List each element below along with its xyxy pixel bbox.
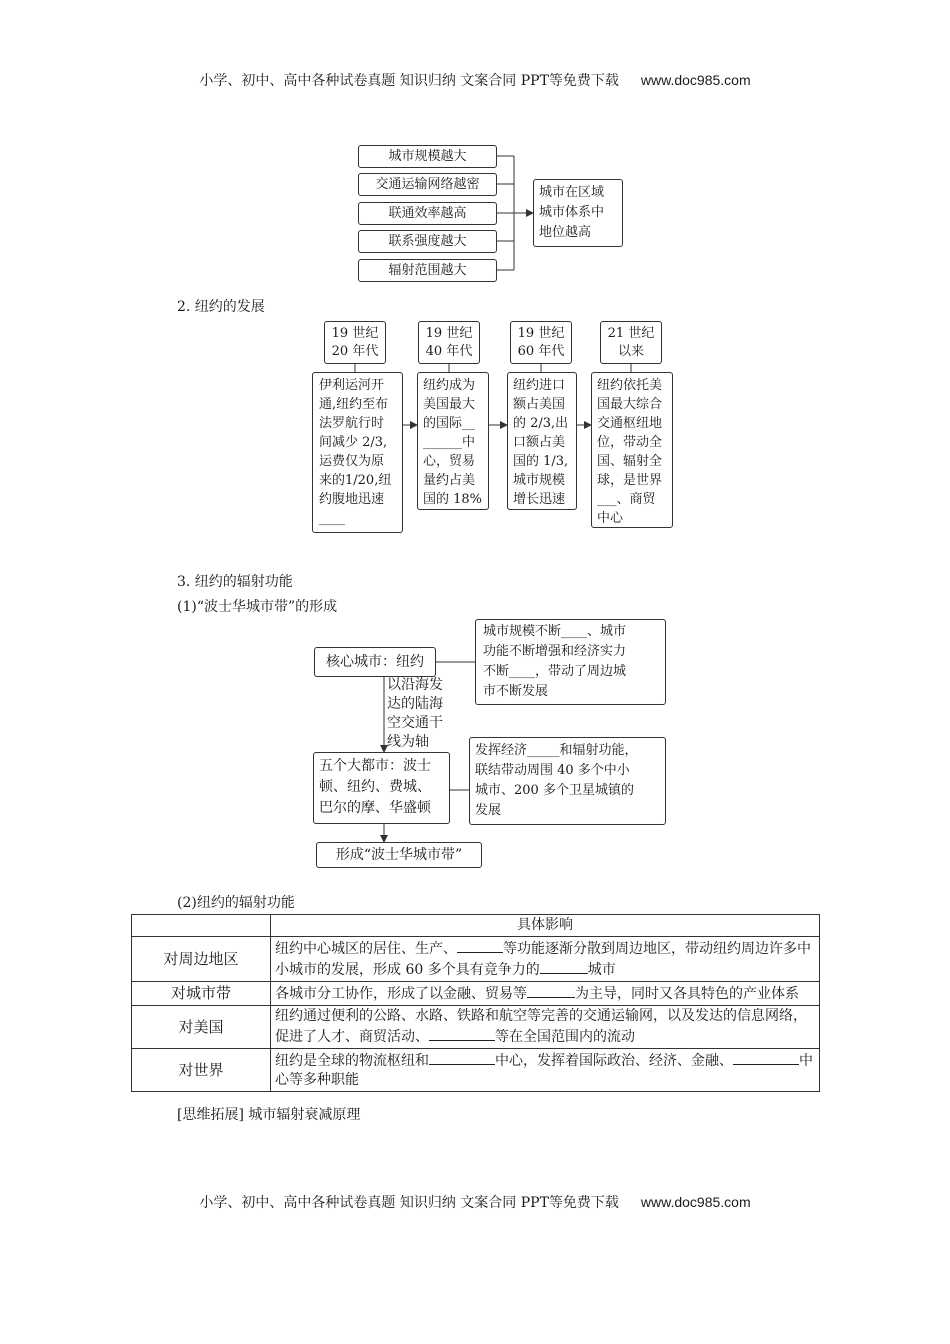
- desc-line: 通,纽约至布: [319, 397, 389, 412]
- table-corner-cell: [132, 915, 271, 937]
- desc-line: ___、商贸: [597, 492, 656, 507]
- desc-line: 交通枢纽地: [597, 416, 663, 431]
- period-label-line: 21 世纪: [607, 326, 655, 341]
- desc-line: 约腹地迅速: [319, 492, 385, 507]
- period-label: [510, 321, 572, 364]
- table-row: [132, 1006, 820, 1049]
- period-desc: [507, 372, 577, 510]
- note-line: 市不断发展: [483, 684, 549, 699]
- period-desc: [312, 372, 403, 533]
- metros-note-box: [469, 737, 666, 825]
- desc-line: 法罗航行时: [319, 416, 385, 431]
- cause-box: 交通运输网络越密: [358, 173, 497, 196]
- desc-line: 心，贸易: [423, 454, 476, 469]
- metros-line: 五个大都市：波士: [319, 758, 431, 774]
- desc-line: 纽约依托美: [597, 378, 663, 393]
- header-text: 小学、初中、高中各种试卷真题 知识归纳 文案合同 PPT等免费下载: [199, 73, 619, 89]
- desc-line: 国、辐射全: [597, 454, 663, 469]
- row-content: [271, 1006, 820, 1049]
- result-line: 地位越高: [539, 225, 592, 240]
- content-text: 纽约中心城区的居住、生产、: [275, 941, 457, 957]
- axis-line: 以沿海发: [387, 677, 443, 693]
- axis-label: [387, 676, 443, 752]
- period-label-line: 40 年代: [425, 344, 473, 359]
- cause-box: 联通效率越高: [358, 202, 497, 225]
- desc-line: 间减少 2/3,: [319, 435, 388, 450]
- desc-line: 来的1/20,纽: [319, 473, 392, 488]
- desc-line: ______中: [423, 435, 476, 450]
- table-row: [132, 937, 820, 982]
- period-label-line: 19 世纪: [331, 326, 379, 341]
- content-text: 纽约是全球的物流枢纽和: [275, 1053, 429, 1069]
- note-line: 不断____，带动了周边城: [483, 664, 627, 679]
- period-label-line: 19 世纪: [425, 326, 473, 341]
- content-text: 等功能逐渐分散到周边地区，带动纽约周边许多中小城市的发展，形成 60 多个具有竞争力的: [275, 941, 811, 978]
- axis-line: 空交通干: [387, 715, 443, 731]
- content-text: 中心等多种职能: [275, 1053, 813, 1088]
- cause-box: 联系强度越大: [358, 230, 497, 253]
- section-2-heading: 2. 纽约的发展: [177, 299, 265, 315]
- row-label: 对周边地区: [132, 937, 271, 982]
- desc-line: 球，是世界: [597, 473, 663, 488]
- row-content: [271, 1049, 820, 1092]
- table-col-header: 具体影响: [271, 915, 820, 937]
- axis-line: 线为轴: [387, 734, 429, 750]
- desc-line: 国的 18%: [423, 492, 483, 507]
- note-line: 发展: [475, 803, 502, 818]
- blank[interactable]: [733, 1050, 799, 1065]
- blank[interactable]: [429, 1026, 495, 1041]
- period-label-line: 60 年代: [517, 344, 565, 359]
- blank[interactable]: [457, 938, 503, 953]
- cause-box: 辐射范围越大: [358, 259, 497, 282]
- core-note-box: [475, 619, 666, 705]
- footer-site[interactable]: www.doc985.com: [640, 1194, 751, 1210]
- note-line: 城市、200 多个卫星城镇的: [475, 783, 634, 798]
- desc-line: 位，带动全: [597, 435, 663, 450]
- desc-line: 额占美国: [513, 397, 566, 412]
- desc-line: 增长迅速: [513, 492, 566, 507]
- desc-line: 的国际__: [423, 416, 476, 431]
- period-label: [324, 321, 386, 364]
- content-text: 为主导，同时又各具特色的产业体系: [575, 986, 799, 1002]
- desc-line: 中心: [597, 511, 624, 526]
- blank[interactable]: [429, 1050, 495, 1065]
- desc-line: 美国最大: [423, 397, 476, 412]
- axis-line: 达的陆海: [387, 696, 443, 712]
- table-header-row: [132, 915, 820, 937]
- content-text: 城市: [587, 962, 616, 978]
- table-row: [132, 982, 820, 1006]
- result-box: [533, 179, 623, 247]
- radiation-table: [131, 914, 820, 1092]
- header-site[interactable]: www.doc985.com: [640, 72, 751, 88]
- table-row: [132, 1049, 820, 1092]
- desc-line: 运费仅为原: [319, 454, 385, 469]
- note-line: 功能不断增强和经济实力: [483, 644, 627, 659]
- period-label: [600, 321, 662, 364]
- desc-line: 纽约进口: [513, 378, 566, 393]
- metros-box: [313, 752, 450, 824]
- row-label: 对美国: [132, 1006, 271, 1049]
- desc-line: 量约占美: [423, 473, 476, 488]
- note-line: 发挥经济_____和辐射功能，: [475, 743, 638, 758]
- period-label-line: 以来: [617, 344, 644, 359]
- row-label: 对城市带: [132, 982, 271, 1006]
- row-content: [271, 982, 820, 1006]
- note-line: 联结带动周围 40 多个中小: [475, 763, 630, 778]
- subheading-1: (1)“波士华城市带”的形成: [177, 599, 338, 615]
- blank[interactable]: [540, 959, 588, 974]
- desc-line: 的 2/3,出: [513, 416, 569, 431]
- result-line: 城市在区域: [539, 185, 605, 200]
- period-label-line: 19 世纪: [517, 326, 565, 341]
- section-3-heading: 3. 纽约的辐射功能: [177, 574, 293, 590]
- content-text: 中心，发挥着国际政治、经济、金融、: [495, 1053, 733, 1069]
- desc-line: 城市规模: [513, 473, 566, 488]
- desc-line: ____: [319, 511, 345, 526]
- content-text: 等在全国范围内的流动: [495, 1029, 635, 1045]
- content-text: 各城市分工协作，形成了以金融、贸易等: [275, 986, 527, 1002]
- desc-line: 口额占美: [513, 435, 566, 450]
- desc-line: 伊利运河开: [319, 378, 385, 393]
- desc-line: 纽约成为: [423, 378, 476, 393]
- footer-text: 小学、初中、高中各种试卷真题 知识归纳 文案合同 PPT等免费下载: [199, 1195, 619, 1211]
- core-city-box: 核心城市：纽约: [314, 647, 436, 677]
- desc-line: 国最大综合: [597, 397, 663, 412]
- result-line: 城市体系中: [539, 205, 605, 220]
- desc-line: 国的 1/3,: [513, 454, 569, 469]
- subheading-2: (2)纽约的辐射功能: [177, 895, 295, 911]
- metros-line: 巴尔的摩、华盛顿: [319, 800, 431, 816]
- period-desc: [591, 372, 673, 528]
- period-label-line: 20 年代: [331, 344, 379, 359]
- period-desc: [417, 372, 489, 510]
- row-content: [271, 937, 820, 982]
- note-line: 城市规模不断____、城市: [483, 624, 627, 639]
- blank[interactable]: [527, 983, 575, 998]
- period-label: [418, 321, 480, 364]
- row-label: 对世界: [132, 1049, 271, 1092]
- content-text: 纽约通过便利的公路、水路、铁路和航空等完善的交通运输网，以及发达的信息网络，促进了人才、商贸活动、: [275, 1008, 807, 1045]
- formation-result-box: 形成“波士华城市带”: [316, 842, 482, 868]
- metros-line: 顿、纽约、费城、: [319, 779, 431, 795]
- cause-box: 城市规模越大: [358, 145, 497, 168]
- thinking-extension: [思维拓展] 城市辐射衰减原理: [177, 1107, 361, 1123]
